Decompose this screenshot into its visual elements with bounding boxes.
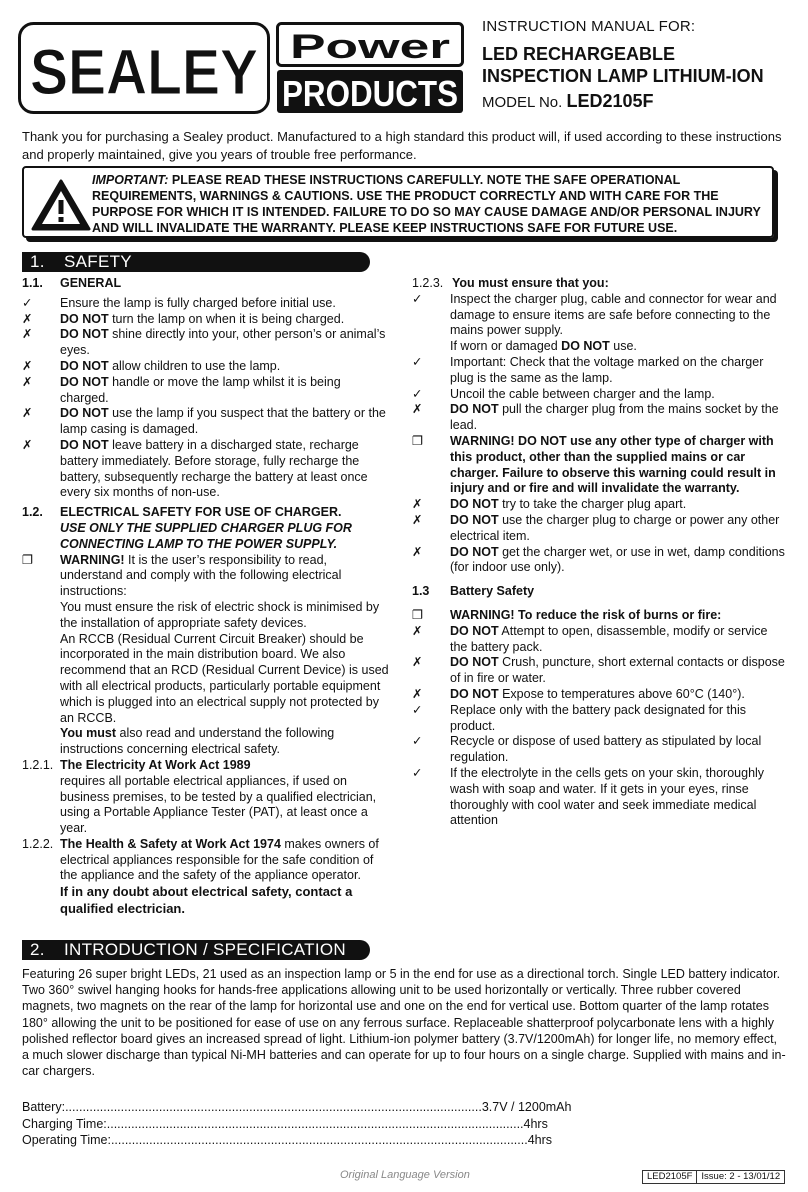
list-item: ✓ Recycle or dispose of used battery as stipulated by local regulation. <box>412 734 762 765</box>
list-item: ✓ Replace only with the battery pack designated for this product. <box>412 702 747 733</box>
spec-row-operating: Operating Time: ........................................................................................................................ 4hrs <box>22 1133 553 1147</box>
list-item: If worn or damaged DO NOT use. <box>450 339 637 354</box>
s12-warning: ❐ WARNING! It is the user’s responsibility to read, understand and comply with the following electrical instructions: You must ensure the risk of electric shock is minimised by the installation of appropriate safety devices. An RCCB (Residual Current Circuit Breaker) should be incorporated in the main distribution board. We also recommend that an RCD (Residual Current Device) is used with all electrical products, particularly portable equipment which is plugged into an electrical supply not protected by an RCCB. You must also read and understand the following instructions concerning electrical safety. <box>22 552 389 757</box>
power-word: Power <box>290 28 450 66</box>
list-item: ✗ DO NOT pull the charger plug from the mains socket by the lead. <box>412 402 779 433</box>
section2-description: Featuring 26 super bright LEDs, 21 used as an inspection lamp or 5 in the end for use as a directional torch. Single LED battery indicator. Two 360° swivel hanging hooks for hands-free applications allowing unit to be used horizontally or vertically. Three rubber covered magnets, two magnets on the rear of the lamp for horizontal use and one on the end for vertical use. Bottom quarter of the lamp rotates 180° allowing the unit to be positioned for ease of use on any ferrous surface. Replaceable shatterproof polycarbonate lens with a highly polished reflector board gives an increased spread of light. Lithium-ion polymer battery (3.7V/1200mAh) for longer life, no memory effect, a much slower discharge than typical Ni-MH batteries and can operate for up to four hours on a single charge. Supplied with mains and in-car chargers. <box>22 967 786 1079</box>
footer-model-code: LED2105F <box>647 1171 693 1182</box>
section1-number: 1. <box>30 252 45 271</box>
list-item: ✓ Inspect the charger plug, cable and connector for wear and damage to ensure items are safe before connecting to the mains power supply. <box>412 291 777 338</box>
s122-item: 1.2.2. The Health & Safety at Work Act 1974 makes owners of electrical appliances responsible for the safe condition of the appliance and the safety of the appliance operator. If in any doubt about electrical safety, contact a qualified electrician. <box>22 836 379 917</box>
list-item: ✗ DO NOT use the charger plug to charge or power any other electrical item. <box>412 512 780 543</box>
check-icon: ✓ <box>22 295 33 310</box>
cross-icon: ✗ <box>22 358 33 373</box>
section2-number: 2. <box>30 940 45 959</box>
model-prefix: MODEL No. <box>482 94 563 111</box>
section2-header <box>22 940 370 960</box>
intro-text: Thank you for purchasing a Sealey product. Manufactured to a high standard this product will, if used according to these instructions and properly maintained, give you years of trouble free performance. <box>22 129 782 162</box>
footer-issue-box <box>642 1170 785 1184</box>
list-item: ✗ DO NOT use the lamp if you suspect that the battery or the lamp casing is damaged. <box>22 406 386 437</box>
s13-heading: 1.3 Battery Safety <box>412 584 535 599</box>
footer-issue: Issue: 2 - 13/01/12 <box>696 1171 784 1183</box>
important-text: IMPORTANT: PLEASE READ THESE INSTRUCTIONS CAREFULLY. NOTE THE SAFE OPERATIONAL REQUIREMENTS, WARNINGS & CAUTIONS. USE THE PRODUCT CORRECTLY AND WITH CARE FOR THE PURPOSE FOR WHICH IT IS INTENDED. FAILURE TO DO SO MAY CAUSE DAMAGE AND/OR PERSONAL INJURY AND WILL INVALIDATE THE WARRANTY. PLEASE KEEP INSTRUCTIONS SAFE FOR FUTURE USE. <box>92 173 761 235</box>
left-column <box>22 276 392 918</box>
product-title-line2: INSPECTION LAMP LITHIUM-ION <box>482 66 764 86</box>
spec-row-battery: Battery: ........................................................................................................................ 3.7V / 1200mAh <box>22 1100 572 1114</box>
sealey-logo <box>18 22 270 114</box>
list-item: ✗ DO NOT allow children to use the lamp. <box>22 358 281 373</box>
box-icon: ❐ <box>22 552 34 567</box>
cross-icon: ✗ <box>22 437 33 452</box>
list-item: ✗ DO NOT leave battery in a discharged state, recharge battery immediately. Before storage, fully recharge the battery, subsequently recharge the battery at least once every six months of non-use. <box>22 437 368 500</box>
spec-list <box>22 1099 572 1149</box>
list-item: ❐ WARNING! To reduce the risk of burns or fire: <box>412 607 722 622</box>
sealey-logo-text: SEALEY <box>30 36 258 108</box>
list-item: ✗ DO NOT turn the lamp on when it is being charged. <box>22 311 345 326</box>
cross-icon: ✗ <box>22 311 33 326</box>
section2-title: INTRODUCTION / SPECIFICATION <box>64 940 346 959</box>
header-title-block <box>482 18 802 112</box>
s11-heading: 1.1. GENERAL <box>22 276 122 290</box>
s123-heading: 1.2.3. You must ensure that you: <box>412 276 609 290</box>
footer-language-note: Original Language Version <box>340 1169 470 1181</box>
cross-icon: ✗ <box>22 374 33 389</box>
list-item: ❐ WARNING! DO NOT use any other type of charger with this product, other than the supplied mains or car charger. Failure to observe this warning could result in injury and or fire and will invalidate the warranty. <box>412 433 776 496</box>
list-item: ✗ DO NOT try to take the charger plug apart. <box>412 497 687 512</box>
list-item: ✗ DO NOT Expose to temperatures above 60°C (140°). <box>412 686 745 701</box>
product-title-line1: LED RECHARGEABLE <box>482 44 676 64</box>
important-label: IMPORTANT: <box>92 173 169 187</box>
list-item: ✗ DO NOT shine directly into your, other person’s or animal’s eyes. <box>22 327 386 358</box>
model-line <box>482 91 802 112</box>
model-number: LED2105F <box>566 91 654 111</box>
list-item: ✗ DO NOT get the charger wet, or use in wet, damp conditions (for indoor use only). <box>412 544 785 575</box>
right-column <box>412 276 787 829</box>
s12-heading: 1.2. ELECTRICAL SAFETY FOR USE OF CHARGER. USE ONLY THE SUPPLIED CHARGER PLUG FOR CONNECTING LAMP TO THE POWER SUPPLY. <box>22 505 352 551</box>
list-item: ✓ Uncoil the cable between charger and the lamp. <box>412 386 715 401</box>
list-item: ✓ Important: Check that the voltage marked on the charger plug is the same as the lamp. <box>412 354 764 385</box>
s121-item: 1.2.1. The Electricity At Work Act 1989 requires all portable electrical appliances, if used on business premises, to be tested by a qualified electrician, using a Portable Appliance Tester (PAT), at least once a year. <box>22 757 377 836</box>
list-item: ✗ DO NOT Attempt to open, disassemble, modify or service the battery pack. <box>412 623 768 654</box>
section1-header <box>22 252 370 272</box>
list-item: ✗ DO NOT Crush, puncture, short external contacts or dispose of in fire or water. <box>412 655 785 686</box>
list-item: ✓ Ensure the lamp is fully charged before initial use. <box>22 295 336 310</box>
warning-triangle-icon <box>30 178 92 232</box>
list-item: ✗ DO NOT handle or move the lamp whilst it is being charged. <box>22 374 341 405</box>
spec-row-charging: Charging Time: ........................................................................................................................ 4hrs <box>22 1116 548 1131</box>
products-word: PRODUCTS <box>282 73 458 114</box>
power-products-logo <box>276 22 464 114</box>
cross-icon: ✗ <box>22 406 33 421</box>
section1-title: SAFETY <box>64 252 132 271</box>
list-item: ✓ If the electrolyte in the cells gets on your skin, thoroughly wash with soap and water. If it gets in your eyes, rinse thoroughly with cool water and seek immediate medical attention <box>412 765 765 828</box>
manual-label: INSTRUCTION MANUAL FOR: <box>482 18 696 35</box>
important-warning-box <box>22 166 774 238</box>
cross-icon: ✗ <box>22 327 33 342</box>
